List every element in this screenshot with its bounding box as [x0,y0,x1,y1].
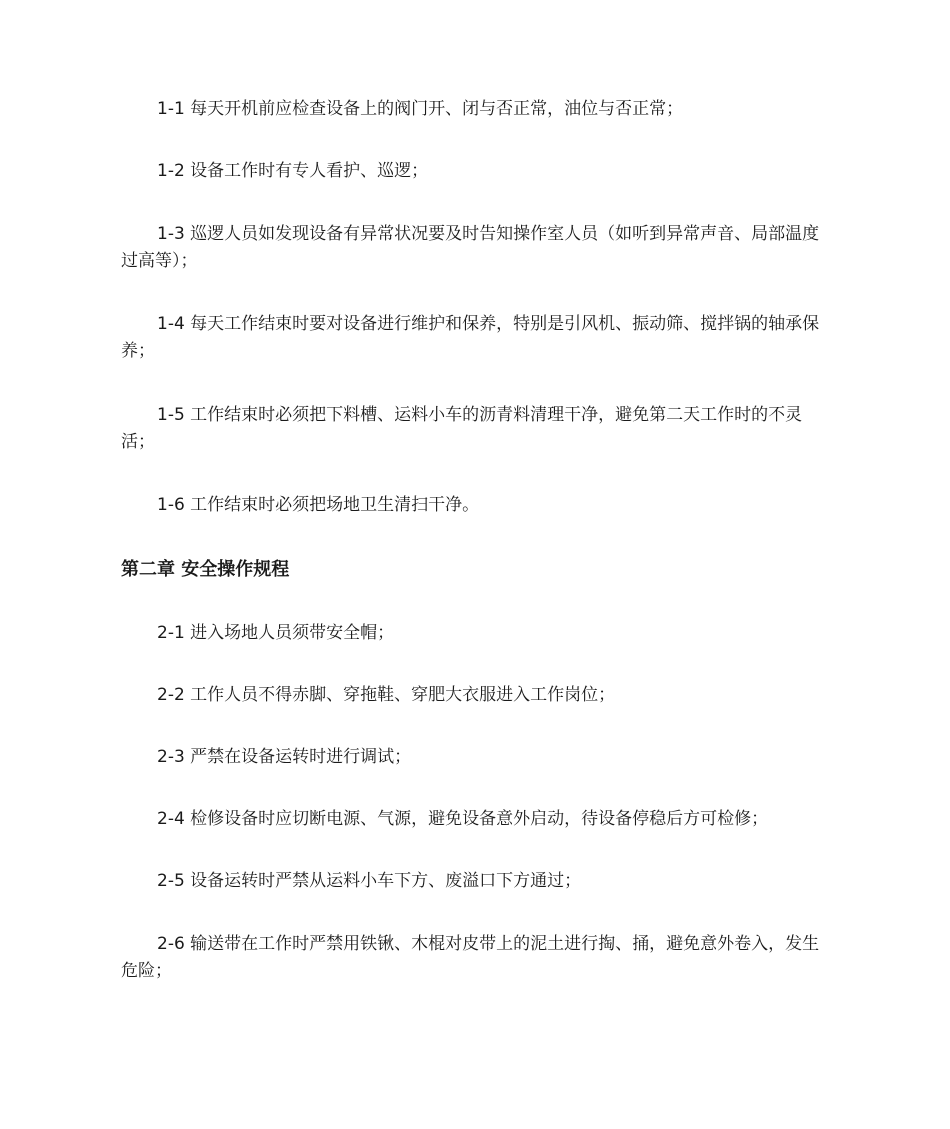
clause-1-5: 1-5 工作结束时必须把下料槽、运料小车的沥青料清理干净，避免第二天工作时的不灵活； [121,405,803,452]
clause-2-2: 2-2 工作人员不得赤脚、穿拖鞋、穿肥大衣服进入工作岗位； [157,685,616,705]
chapter-2-heading: 第二章 安全操作规程 [121,559,290,580]
clause-2-3: 2-3 严禁在设备运转时进行调试； [157,747,412,767]
clause-1-4: 1-4 每天工作结束时要对设备进行维护和保养，特别是引风机、振动筛、搅拌锅的轴承保养； [121,314,820,361]
clause-2-5: 2-5 设备运转时严禁从运料小车下方、废溢口下方通过； [157,871,582,891]
clause-1-2: 1-2 设备工作时有专人看护、巡逻； [157,161,429,181]
clause-1-1: 1-1 每天开机前应检查设备上的阀门开、闭与否正常，油位与否正常； [157,99,684,119]
clause-2-4: 2-4 检修设备时应切断电源、气源，避免设备意外启动，待设备停稳后方可检修； [157,809,769,829]
clause-1-3: 1-3 巡逻人员如发现设备有异常状况要及时告知操作室人员（如听到异常声音、局部温度过高等）； [121,224,820,271]
clause-2-1: 2-1 进入场地人员须带安全帽； [157,623,395,643]
clause-2-6: 2-6 输送带在工作时严禁用铁锹、木棍对皮带上的泥土进行掏、捅，避免意外卷入，发生危险； [121,934,820,981]
clause-1-6: 1-6 工作结束时必须把场地卫生清扫干净。 [157,495,480,515]
